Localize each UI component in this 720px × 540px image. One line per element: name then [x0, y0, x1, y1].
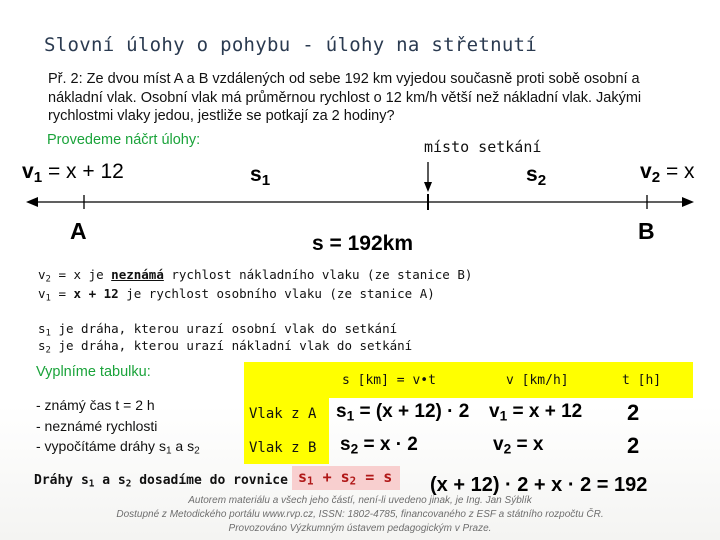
- cell-b-distance: $s_2 = x \cdot 2$: [340, 434, 418, 457]
- sum-equation: $s_1 + s_2 = s$: [298, 468, 393, 488]
- fill-table-label: Vyplníme tabulku:: [36, 364, 151, 380]
- definition-s2: $s_2$ je dráha, kterou urazí nákladní vlak do setkání: [38, 338, 413, 356]
- point-a-label: A: [70, 218, 87, 244]
- note-unknown-speeds: - neznámé rychlosti: [36, 417, 158, 434]
- sketch-label: Provedeme náčrt úlohy:: [47, 132, 201, 148]
- cell-b-time: 2: [627, 433, 640, 458]
- footer-source: Dostupné z Metodického portálu www.rvp.cz, ISSN: 1802-4785, financovaného z ESF a státního rozpočtu ČR.: [116, 509, 604, 520]
- v1-label: $v_1 = x + 12$: [22, 160, 124, 186]
- definition-s1: $s_1$ je dráha, kterou urazí osobní vlak do setkání: [38, 321, 398, 339]
- s1-label: $s_1$: [250, 163, 271, 189]
- meeting-arrowhead: [424, 182, 432, 192]
- footer-author: Autorem materiálu a všech jeho částí, není-li uvedeno jinak, je Ing. Jan Sýblík: [188, 495, 532, 506]
- footer-operator: Provozováno Výzkumným ústavem pedagogickým v Praze.: [228, 523, 492, 534]
- right-arrowhead: [682, 197, 694, 207]
- table-row-b-label: Vlak z B: [249, 440, 317, 456]
- table-header-v: v [km/h]: [506, 373, 569, 388]
- distance-label: s = 192km: [312, 232, 414, 255]
- note-compute-distances: - vypočítáme dráhy $s_1$ a $s_2$: [36, 438, 200, 457]
- point-b-label: B: [638, 218, 655, 244]
- left-arrowhead: [26, 197, 38, 207]
- table-header-s: s [km] = v•t: [342, 373, 436, 388]
- table-row-a-label: Vlak z A: [249, 406, 317, 422]
- page-title: Slovní úlohy o pohybu - úlohy na střetnutí: [44, 34, 538, 56]
- definition-v1: $v_1 = x + 12$ je rychlost osobního vlaku (ze stanice A): [38, 286, 435, 304]
- final-equation: (x + 12) · 2 + x · 2 = 192: [430, 474, 648, 496]
- table-header-t: t [h]: [622, 373, 662, 388]
- meeting-point-label: místo setkání: [424, 138, 542, 156]
- definition-v2: $v_2 = x$ je neznámá rychlost nákladního vlaku (ze stanice B): [38, 267, 473, 285]
- cell-b-speed: $v_2 = x$: [493, 434, 544, 457]
- v2-label: $v_2 = x$: [640, 160, 695, 186]
- cell-a-speed: $v_1 = x + 12$: [489, 401, 583, 424]
- cell-a-distance: $s_1 = (x + 12) \cdot 2$: [336, 401, 470, 424]
- s2-label: $s_2$: [526, 163, 547, 189]
- substitution-text: Dráhy $s_1$ a $s_2$ dosadíme do rovnice: [34, 473, 288, 490]
- problem-text: Př. 2: Ze dvou míst A a B vzdálených od sebe 192 km vyjedou současně proti sobě osobní a nákladní vlak. Osobní vlak má průměrnou rychlost o 12 km/h větší než nákladní vlak. Jakými rychlostmi vlaky jedou, jestliže se potkají za 2 hodiny?: [48, 71, 642, 124]
- note-known-time: - známý čas t = 2 h: [36, 397, 155, 413]
- cell-a-time: 2: [627, 400, 640, 425]
- notes-block: [36, 395, 200, 457]
